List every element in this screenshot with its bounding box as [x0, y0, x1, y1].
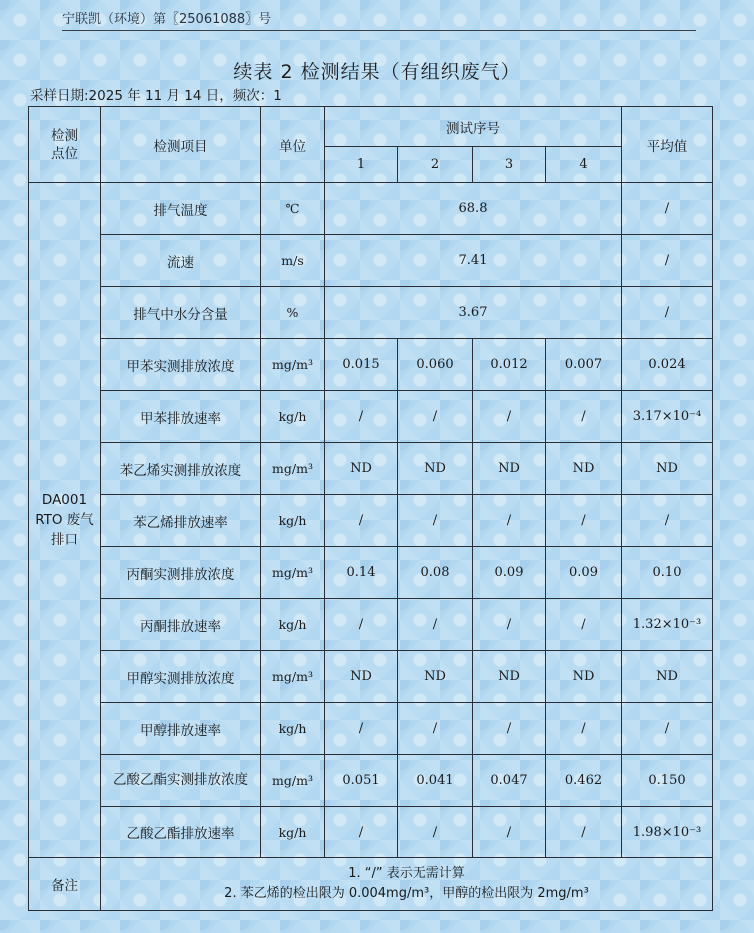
- item-name: 苯乙烯排放速率: [101, 495, 261, 547]
- note-line: 1. “/” 表示无需计算: [348, 866, 465, 881]
- average-value: /: [622, 703, 713, 755]
- unit-cell: %: [261, 287, 325, 339]
- value-seq-3: ND: [473, 651, 546, 703]
- item-name: 甲苯排放速率: [101, 391, 261, 443]
- table-row: [29, 755, 713, 807]
- merged-value: 68.8: [325, 183, 622, 235]
- value-seq-3: 0.012: [473, 339, 546, 391]
- item-name: 流速: [101, 235, 261, 287]
- value-seq-1: ND: [325, 443, 398, 495]
- header-seq-4: 4: [546, 147, 622, 183]
- unit-cell: ℃: [261, 183, 325, 235]
- value-seq-4: ND: [546, 443, 622, 495]
- value-seq-3: /: [473, 807, 546, 858]
- unit-cell: mg/m³: [261, 651, 325, 703]
- value-seq-2: ND: [398, 443, 473, 495]
- results-table: [28, 106, 713, 911]
- table-row: [29, 235, 713, 287]
- header-detection-point: 检测 点位: [29, 107, 101, 183]
- unit-cell: mg/m³: [261, 755, 325, 807]
- average-value: /: [622, 495, 713, 547]
- value-seq-1: 0.14: [325, 547, 398, 599]
- page-title: 续表 2 检测结果（有组织废气）: [233, 61, 521, 83]
- average-value: 0.024: [622, 339, 713, 391]
- item-name: 乙酸乙酯实测排放浓度: [101, 755, 261, 807]
- note-line: 2. 苯乙烯的检出限为 0.004mg/m³，甲醇的检出限为 2mg/m³: [224, 886, 589, 901]
- unit-cell: mg/m³: [261, 547, 325, 599]
- value-seq-4: ND: [546, 651, 622, 703]
- table-row: [29, 391, 713, 443]
- value-seq-2: ND: [398, 651, 473, 703]
- value-seq-1: /: [325, 807, 398, 858]
- average-value: ND: [622, 443, 713, 495]
- value-seq-4: /: [546, 391, 622, 443]
- value-seq-3: /: [473, 703, 546, 755]
- detection-point-cell: DA001 RTO 废气 排口: [29, 183, 101, 858]
- item-name: 甲醇实测排放浓度: [101, 651, 261, 703]
- unit-cell: kg/h: [261, 807, 325, 858]
- average-value: 3.17×10⁻⁴: [622, 391, 713, 443]
- unit-cell: kg/h: [261, 703, 325, 755]
- average-value: 1.32×10⁻³: [622, 599, 713, 651]
- value-seq-1: 0.015: [325, 339, 398, 391]
- table-row: [29, 703, 713, 755]
- average-value: /: [622, 287, 713, 339]
- value-seq-4: 0.007: [546, 339, 622, 391]
- item-name: 乙酸乙酯排放速率: [101, 807, 261, 858]
- value-seq-3: /: [473, 495, 546, 547]
- unit-cell: kg/h: [261, 495, 325, 547]
- merged-value: 3.67: [325, 287, 622, 339]
- item-name: 苯乙烯实测排放浓度: [101, 443, 261, 495]
- header-seq-3: 3: [473, 147, 546, 183]
- value-seq-3: 0.09: [473, 547, 546, 599]
- table-row: [29, 807, 713, 858]
- merged-value: 7.41: [325, 235, 622, 287]
- table-row: [29, 443, 713, 495]
- value-seq-2: 0.060: [398, 339, 473, 391]
- table-row: [29, 183, 713, 235]
- value-seq-4: 0.09: [546, 547, 622, 599]
- value-seq-1: /: [325, 599, 398, 651]
- item-name: 排气中水分含量: [101, 287, 261, 339]
- header-average: 平均值: [622, 107, 713, 183]
- unit-cell: mg/m³: [261, 339, 325, 391]
- value-seq-4: /: [546, 703, 622, 755]
- notes-content: [101, 858, 713, 911]
- value-seq-1: ND: [325, 651, 398, 703]
- table-row: [29, 599, 713, 651]
- item-name: 甲醇排放速率: [101, 703, 261, 755]
- report-reference-number: 宁联凯（环境）第〖25061088〗号: [62, 12, 272, 27]
- table-row: [29, 287, 713, 339]
- value-seq-3: /: [473, 599, 546, 651]
- value-seq-3: /: [473, 391, 546, 443]
- value-seq-1: /: [325, 703, 398, 755]
- sampling-info: 采样日期:2025 年 11 月 14 日，频次：1: [30, 88, 282, 104]
- value-seq-2: /: [398, 495, 473, 547]
- value-seq-1: /: [325, 495, 398, 547]
- value-seq-1: /: [325, 391, 398, 443]
- average-value: 0.10: [622, 547, 713, 599]
- item-name: 丙酮排放速率: [101, 599, 261, 651]
- value-seq-2: 0.041: [398, 755, 473, 807]
- item-name: 排气温度: [101, 183, 261, 235]
- average-value: /: [622, 235, 713, 287]
- value-seq-3: 0.047: [473, 755, 546, 807]
- value-seq-4: /: [546, 495, 622, 547]
- table-row: [29, 339, 713, 391]
- notes-label: 备注: [29, 858, 101, 911]
- value-seq-2: /: [398, 807, 473, 858]
- value-seq-4: 0.462: [546, 755, 622, 807]
- header-test-sequence: 测试序号: [325, 107, 622, 147]
- value-seq-2: /: [398, 703, 473, 755]
- item-name: 甲苯实测排放浓度: [101, 339, 261, 391]
- value-seq-4: /: [546, 599, 622, 651]
- table-row: [29, 495, 713, 547]
- table-row: [29, 651, 713, 703]
- item-name: 丙酮实测排放浓度: [101, 547, 261, 599]
- unit-cell: m/s: [261, 235, 325, 287]
- average-value: 0.150: [622, 755, 713, 807]
- average-value: 1.98×10⁻³: [622, 807, 713, 858]
- value-seq-2: 0.08: [398, 547, 473, 599]
- unit-cell: mg/m³: [261, 443, 325, 495]
- header-divider: [62, 30, 696, 31]
- value-seq-4: /: [546, 807, 622, 858]
- unit-cell: kg/h: [261, 391, 325, 443]
- average-value: /: [622, 183, 713, 235]
- header-unit: 单位: [261, 107, 325, 183]
- header-seq-2: 2: [398, 147, 473, 183]
- header-seq-1: 1: [325, 147, 398, 183]
- value-seq-1: 0.051: [325, 755, 398, 807]
- value-seq-3: ND: [473, 443, 546, 495]
- average-value: ND: [622, 651, 713, 703]
- unit-cell: kg/h: [261, 599, 325, 651]
- value-seq-2: /: [398, 391, 473, 443]
- table-row: [29, 547, 713, 599]
- notes-row: [29, 858, 713, 911]
- header-detection-item: 检测项目: [101, 107, 261, 183]
- value-seq-2: /: [398, 599, 473, 651]
